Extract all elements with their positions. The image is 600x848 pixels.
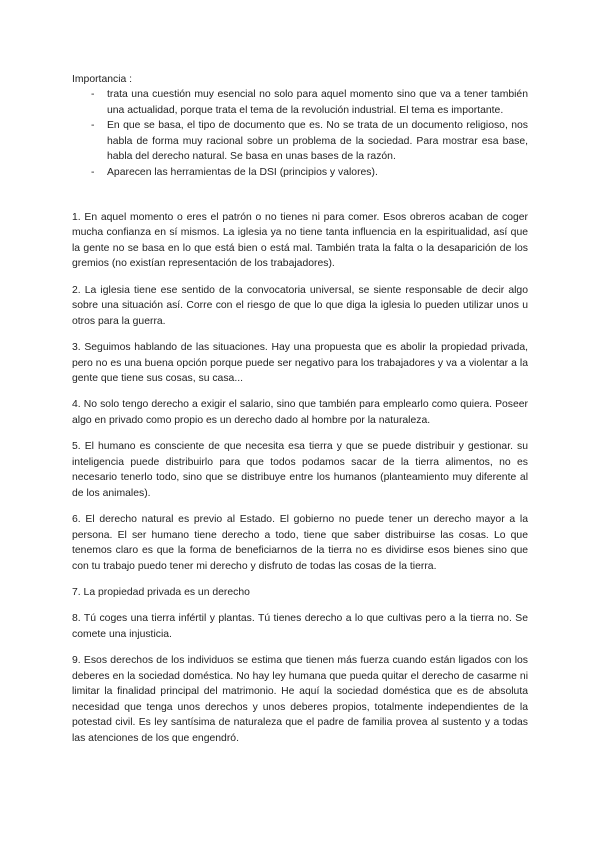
bullet-list (72, 87, 528, 181)
paragraph-7: 7. La propiedad privada es un derecho (72, 587, 250, 598)
paragraph-9: 9. Esos derechos de los individuos se estima que tienen más fuerza cuando están ligados con los deberes en la sociedad doméstica. No hay ley humana que pueda quitar el derecho de casarme ni limitar la finalidad principal del matrimonio. He aquí la sociedad doméstica que es de absoluta necesidad que tenga unos derechos y unos deberes propios, totalmente independientes de la potestad civil. Es ley santísima de naturaleza que el padre de familia provea al sustento y a todas las atenciones de los que engendró. (72, 654, 528, 744)
bullet-marker: - (91, 89, 95, 100)
paragraph-1: 1. En aquel momento o eres el patrón o no tienes ni para comer. Esos obreros acaban de coger mucha confianza en sí mismos. La iglesia ya no tiene tanta influencia en la espiritualidad, así que la gente no se basa en lo que está bien o está mal. También trata la falta o la desaparición de los gremios (no existían representación de los trabajadores). (72, 211, 528, 270)
bullet-text: En que se basa, el tipo de documento que es. No se trata de un documento religioso, nos habla de forma muy racional sobre un problema de la sociedad. Para mostrar esa base, habla del derecho natural. Se basa en unas bases de la razón. (107, 120, 528, 163)
section-heading: Importancia : (72, 74, 133, 85)
paragraph-4: 4. No solo tengo derecho a exigir el salario, sino que también para emplearlo como quiera. Poseer algo en privado como propio es un derecho dado al hombre por la naturaleza. (72, 399, 528, 426)
paragraph-8: 8. Tú coges una tierra infértil y plantas. Tú tienes derecho a lo que cultivas pero a la tierra no. Se comete una injusticia. (72, 613, 528, 640)
numbered-paragraphs (72, 210, 528, 747)
paragraph-3: 3. Seguimos hablando de las situaciones. Hay una propuesta que es abolir la propiedad privada, pero no es una buena opción porque puede ser negativo para los trabajadores y va a violentar a la gente que tiene sus cosas, su casa... (72, 341, 528, 385)
bullet-marker: - (91, 120, 95, 132)
bullet-item (72, 165, 528, 181)
paragraph-6: 6. El derecho natural es previo al Estado. El gobierno no puede tener un derecho mayor a la persona. El ser humano tiene derecho a todo, tiene que saber distribuirse las cosas. Lo que tenemos claro es que la forma de beneficiarnos de la tierra no es dividirse esos bienes sino que con tu trabajo puedo tener mi derecho y disfruto de todas las cosas de la tierra. (72, 514, 528, 572)
bullet-marker: - (91, 166, 95, 178)
bullet-item (72, 87, 528, 118)
paragraph-2: 2. La iglesia tiene ese sentido de la convocatoria universal, se siente responsable de decir algo sobre una situación así. Corre con el riesgo de que lo que diga la iglesia lo pueden utilizar unos u otros para la guerra. (72, 284, 528, 327)
bullet-item (72, 118, 528, 165)
paragraph-5: 5. El humano es consciente de que necesita esa tierra y que se puede distribuir y gestionar. su inteligencia puede distribuirlo para que todos podamos sacar de la tierra alimentos, no es necesario tenerlo todo, sino que se distribuye entre los humanos (planteamiento muy diferente al de los animales). (72, 441, 528, 499)
bullet-text: Aparecen las herramientas de la DSI (principios y valores). (107, 166, 378, 178)
bullet-text: trata una cuestión muy esencial no solo para aquel momento sino que va a tener también una actualidad, porque trata el tema de la revolución industrial. El tema es importante. (107, 89, 528, 116)
